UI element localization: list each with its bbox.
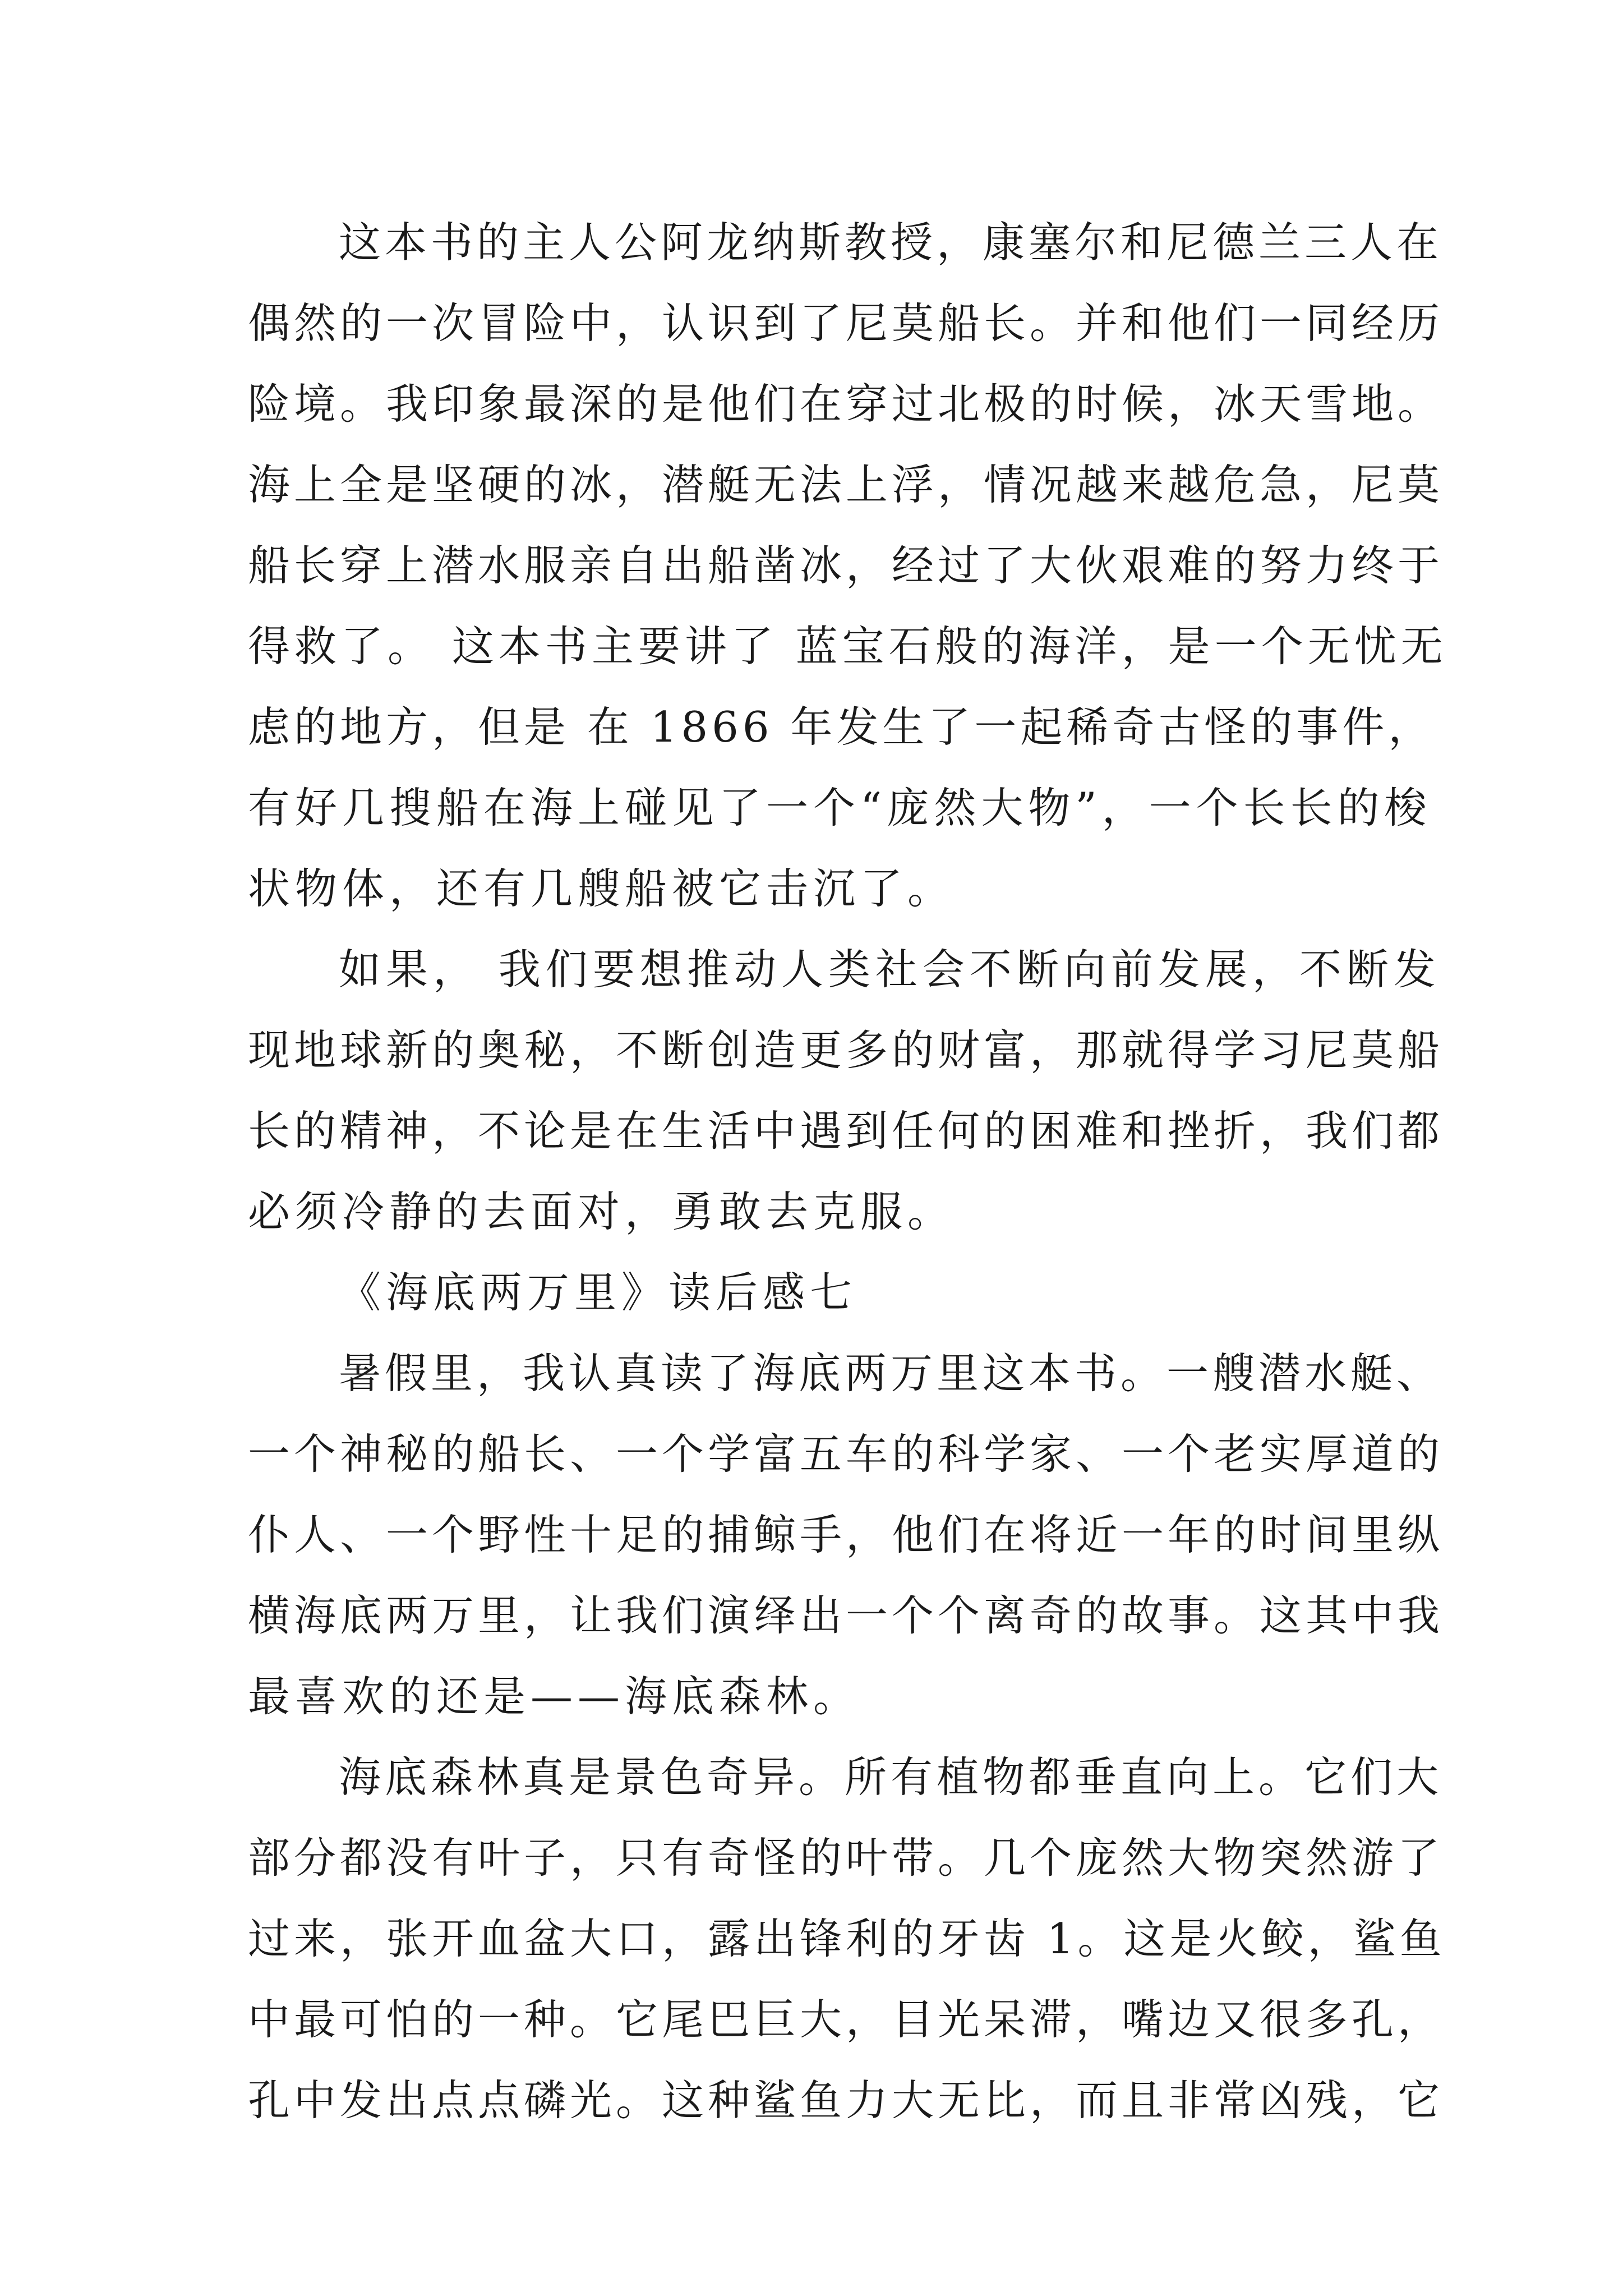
text-line-2: 偶然的一次冒险中，认识到了尼莫船长。并和他们一同经历: [248, 298, 1444, 348]
text-line-7: 虑的地方，但是 在 1866 年发生了一起稀奇古怪的事件，: [248, 702, 1435, 752]
text-line-15: 暑假里，我认真读了海底两万里这本书。一艘潜水艇、: [339, 1349, 1443, 1398]
text-line-8: 有好几搜船在海上碰见了一个“庞然大物”，一个长长的梭: [248, 783, 1432, 832]
text-line-12: 长的精神，不论是在生活中遇到任何的困难和挫折，我们都: [248, 1106, 1444, 1156]
text-line-9: 状物体，还有几艘船被它击沉了。: [248, 864, 955, 913]
text-line-18: 横海底两万里，让我们演绎出一个个离奇的故事。这其中我: [248, 1591, 1444, 1640]
text-line-5: 船长穿上潜水服亲自出船凿冰，经过了大伙艰难的努力终于: [248, 541, 1444, 590]
text-line-19: 最喜欢的还是——海底森林。: [248, 1672, 861, 1721]
text-line-20: 海底森林真是景色奇异。所有植物都垂直向上。它们大: [339, 1752, 1443, 1802]
text-line-23: 中最可怕的一种。它尾巴巨大，目光呆滞，嘴边又很多孔，: [248, 1995, 1444, 2044]
text-line-13: 必须冷静的去面对，勇敢去克服。: [248, 1187, 955, 1236]
text-line-16: 一个神秘的船长、一个学富五车的科学家、一个老实厚道的: [248, 1429, 1444, 1479]
text-line-22: 过来，张开血盆大口，露出锋利的牙齿 1。这是火鲛，鲨鱼: [248, 1914, 1446, 1963]
document-text-body: [248, 202, 1448, 2141]
text-line-21: 部分都没有叶子，只有奇怪的叶带。几个庞然大物突然游了: [248, 1833, 1444, 1883]
text-line-3: 险境。我印象最深的是他们在穿过北极的时候，冰天雪地。: [248, 379, 1444, 429]
text-line-6: 得救了。 这本书主要讲了 蓝宝石般的海洋，是一个无忧无: [248, 622, 1447, 671]
text-line-4: 海上全是坚硬的冰，潜艇无法上浮，情况越来越危急，尼莫: [248, 460, 1444, 509]
text-line-10: 如果， 我们要想推动人类社会不断向前发展，不断发: [339, 945, 1441, 994]
text-line-17: 仆人、一个野性十足的捕鲸手，他们在将近一年的时间里纵: [248, 1510, 1444, 1559]
text-line-24: 孔中发出点点磷光。这种鲨鱼力大无比，而且非常凶残，它: [248, 2076, 1444, 2125]
text-line-11: 现地球新的奥秘，不断创造更多的财富，那就得学习尼莫船: [248, 1025, 1444, 1075]
text-line-1: 这本书的主人公阿龙纳斯教授，康塞尔和尼德兰三人在: [339, 218, 1443, 267]
text-line-14: 《海底两万里》读后感七: [339, 1268, 857, 1317]
